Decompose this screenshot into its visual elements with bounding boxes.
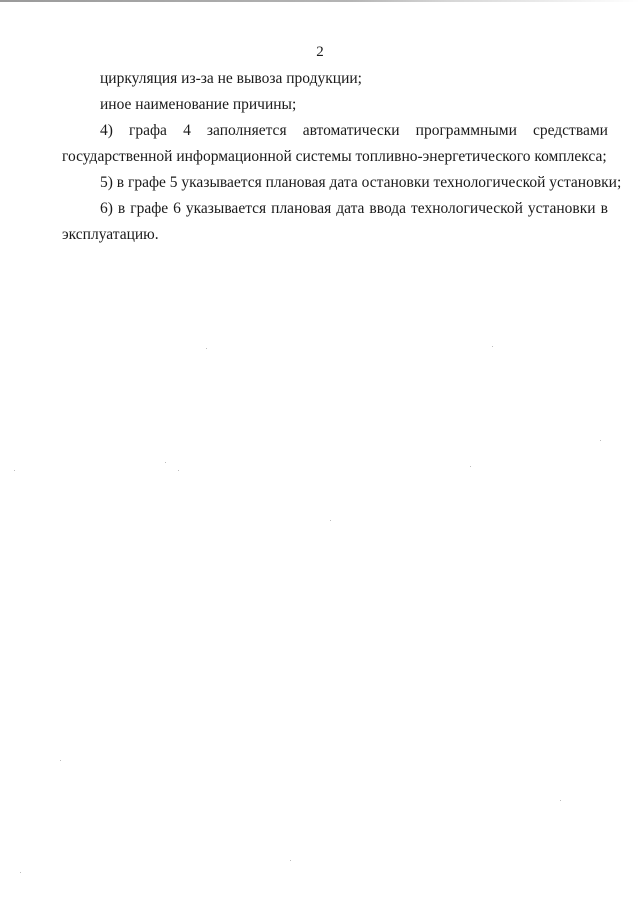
scan-speck — [290, 860, 291, 861]
word: дата — [336, 200, 365, 217]
scan-speck — [330, 520, 331, 521]
word: автоматически — [302, 122, 400, 139]
word: в — [117, 200, 126, 217]
word: в — [600, 200, 608, 217]
page-number: 2 — [316, 44, 324, 60]
word: плановая — [271, 200, 332, 217]
scan-speck — [60, 760, 61, 761]
scan-speck — [560, 800, 561, 801]
word: установки — [527, 200, 596, 217]
scan-top-edge — [0, 0, 640, 2]
word: графе — [130, 200, 169, 217]
word: указывается — [185, 200, 267, 217]
paragraph-circulation: циркуляция из-за не вывоза продукции; — [100, 70, 362, 87]
word: 4) — [100, 122, 113, 139]
scan-speck — [14, 470, 15, 471]
word: технологической — [411, 200, 523, 217]
scan-speck — [492, 346, 493, 347]
word: 6) — [100, 200, 113, 217]
paragraph-item-6-line-1 — [100, 196, 608, 222]
scan-speck — [600, 440, 601, 441]
word: заполняется — [206, 122, 287, 139]
scan-speck — [178, 470, 179, 471]
paragraph-other-reason: иное наименование причины; — [100, 96, 297, 113]
word: 6 — [173, 200, 181, 217]
word: программными — [415, 122, 517, 139]
word: 4 — [183, 122, 191, 139]
paragraph-item-4-line-2: государственной информационной системы топливно-энергетического комплекса; — [62, 148, 607, 165]
scan-speck — [165, 462, 166, 463]
word: средствами — [532, 122, 608, 139]
paragraph-item-6-line-2: эксплуатацию. — [62, 226, 159, 243]
paragraph-item-4-line-1 — [100, 118, 608, 144]
paragraph-item-5: 5) в графе 5 указывается плановая дата остановки технологической установки; — [100, 174, 622, 191]
word: ввода — [369, 200, 407, 217]
scan-speck — [470, 466, 471, 467]
word: графа — [129, 122, 167, 139]
scan-speck — [206, 348, 207, 349]
scan-speck — [20, 872, 21, 873]
